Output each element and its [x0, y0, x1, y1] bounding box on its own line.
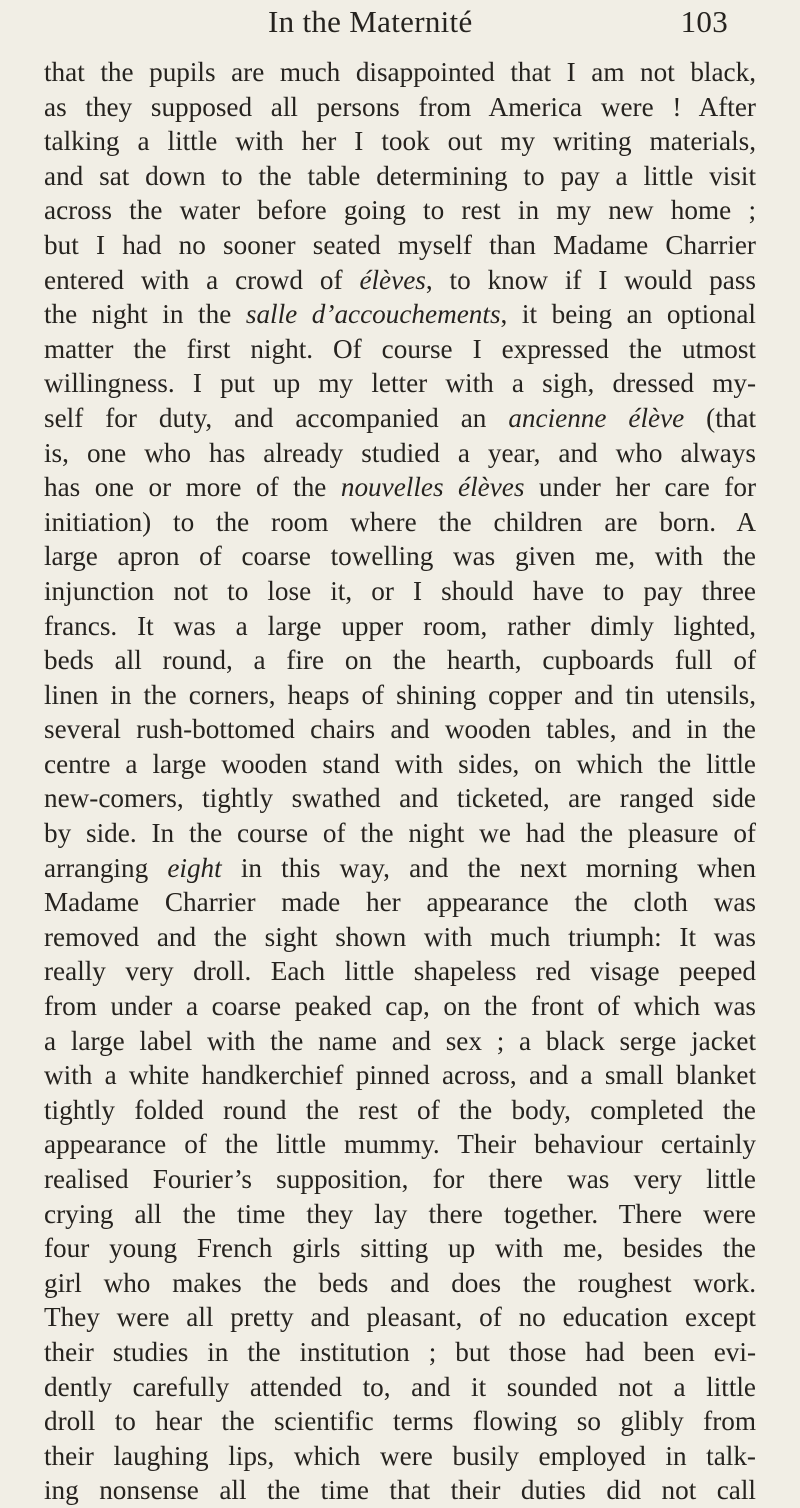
- text-line: beds all round, a fire on the hearth, cupboards full of: [44, 645, 756, 676]
- text-line: entered with a crowd of élèves, to know if I would pass: [44, 264, 756, 295]
- text-line: dently carefully attended to, and it sounded not a little: [44, 1371, 756, 1402]
- italic-phrase: salle d’accouchements: [245, 299, 501, 330]
- text-line: tightly folded round the rest of the body, completed the: [44, 1094, 756, 1125]
- text-line: really very droll. Each little shapeless red visage peeped: [44, 956, 756, 987]
- text-line: removed and the sight shown with much triumph: It was: [44, 921, 756, 952]
- text-line: injunction not to lose it, or I should have to pay three: [44, 575, 756, 606]
- text-line: girl who makes the beds and does the roughest work.: [44, 1267, 756, 1298]
- text-line: new-comers, tightly swathed and ticketed, are ranged side: [44, 783, 756, 814]
- italic-phrase: élèves: [359, 264, 426, 295]
- text-line: Madame Charrier made her appearance the cloth was: [44, 887, 756, 918]
- text-line: across the water before going to rest in my new home ;: [44, 195, 756, 226]
- body-text: [44, 55, 756, 1508]
- text-line: arranging eight in this way, and the next morning when: [44, 852, 756, 883]
- text-line: from under a coarse peaked cap, on the front of which was: [44, 991, 756, 1022]
- text-line: realised Fourier’s supposition, for there was very little: [44, 1164, 756, 1194]
- italic-phrase: eight: [167, 852, 222, 883]
- text-line: with a white handkerchief pinned across, and a small blanket: [44, 1060, 756, 1091]
- text-line: willingness. I put up my letter with a sigh, dressed my-: [44, 368, 756, 399]
- text-line: by side. In the course of the night we had the pleasure of: [44, 818, 756, 849]
- text-line: talking a little with her I took out my writing materials,: [44, 126, 756, 157]
- text-line: linen in the corners, heaps of shining copper and tin utensils,: [44, 679, 756, 710]
- text-line: that the pupils are much disappointed that I am not black,: [44, 57, 756, 87]
- text-line: but I had no sooner seated myself than Madame Charrier: [44, 229, 756, 260]
- running-head: [268, 4, 728, 46]
- text-line: their studies in the institution ; but those had been evi-: [44, 1336, 756, 1367]
- text-line: has one or more of the nouvelles élèves under her care for: [44, 472, 756, 503]
- text-line: They were all pretty and pleasant, of no education except: [44, 1302, 756, 1333]
- italic-phrase: nouvelles élèves: [340, 472, 525, 503]
- text-line: self for duty, and accompanied an ancienne élève (that: [44, 402, 757, 433]
- text-line: the night in the salle d’accouchements, it being an optional: [44, 299, 756, 330]
- text-line: droll to hear the scientific terms flowing so glibly from: [44, 1406, 756, 1437]
- text-line: appearance of the little mummy. Their behaviour certainly: [44, 1129, 756, 1160]
- text-line: crying all the time they lay there together. There were: [44, 1198, 756, 1229]
- text-line: centre a large wooden stand with sides, on which the little: [44, 748, 756, 779]
- text-line: their laughing lips, which were busily employed in talk-: [44, 1440, 756, 1471]
- text-line: four young French girls sitting up with me, besides the: [44, 1233, 756, 1264]
- text-line: initiation) to the room where the children are born. A: [44, 506, 756, 537]
- text-line: several rush-bottomed chairs and wooden tables, and in the: [44, 714, 756, 745]
- page-number: 103: [680, 4, 728, 39]
- text-line: large apron of coarse towelling was given me, with the: [44, 541, 756, 572]
- text-line: as they supposed all persons from America were ! After: [44, 91, 756, 122]
- text-line: a large label with the name and sex ; a black serge jacket: [44, 1025, 756, 1056]
- text-line: francs. It was a large upper room, rather dimly lighted,: [44, 610, 756, 641]
- text-line: ing nonsense all the time that their duties did not call: [44, 1475, 756, 1506]
- text-line: is, one who has already studied a year, and who always: [44, 437, 756, 468]
- text-line: and sat down to the table determining to pay a little visit: [44, 160, 756, 191]
- italic-phrase: ancienne élève: [508, 402, 685, 433]
- text-line: matter the first night. Of course I expressed the utmost: [44, 333, 756, 364]
- running-title: In the Maternité: [268, 4, 473, 39]
